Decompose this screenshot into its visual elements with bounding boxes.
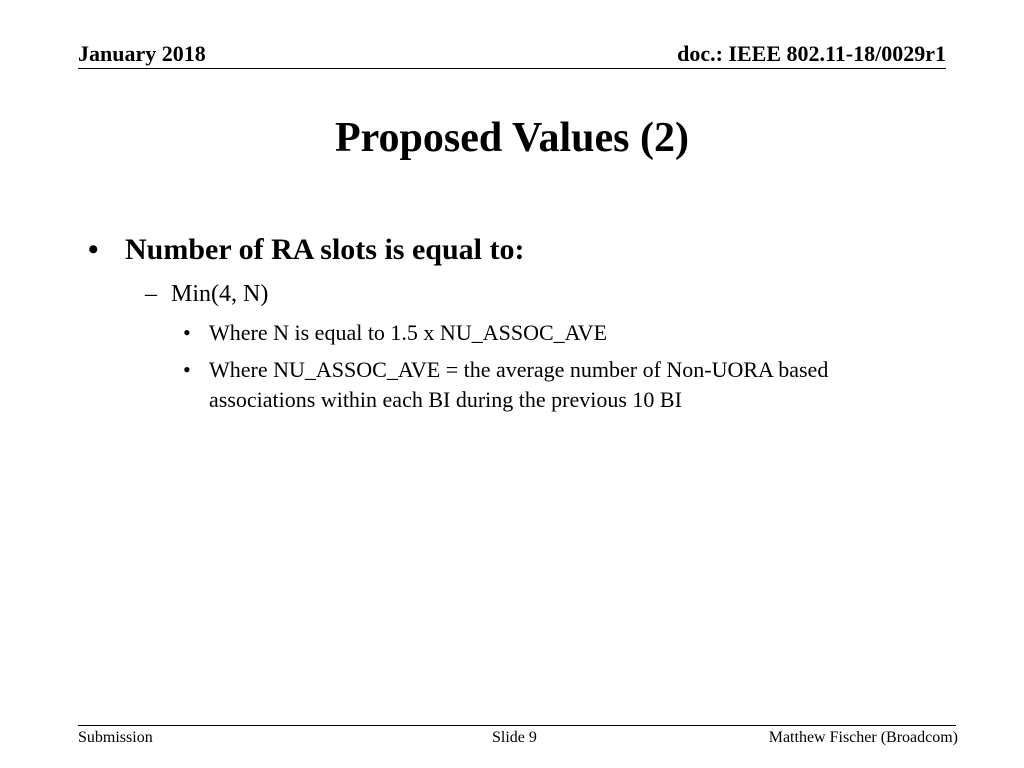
text-line: Where N is equal to 1.5 x NU_ASSOC_AVE xyxy=(209,320,608,345)
header-date: January 2018 xyxy=(78,41,206,66)
bullet-level1-text: Number of RA slots is equal to: xyxy=(125,233,525,266)
bullet-dot: • xyxy=(183,320,191,345)
bullet-dot: • xyxy=(88,233,99,266)
bullet-dot: • xyxy=(183,357,191,382)
bullet-level3-text xyxy=(209,355,828,415)
footer-slide-number: Slide 9 xyxy=(492,729,537,746)
footer-submission: Submission xyxy=(78,729,153,746)
header-doc-id: doc.: IEEE 802.11-18/0029r1 xyxy=(677,41,946,66)
footer-divider xyxy=(78,725,956,726)
slide-title: Proposed Values (2) xyxy=(335,115,689,161)
text-line: associations within each BI during the previous 10 BI xyxy=(209,387,682,412)
bullet-level2-text: Min(4, N) xyxy=(171,281,269,307)
bullet-dash: – xyxy=(145,281,157,307)
header-divider xyxy=(78,68,946,69)
footer-author: Matthew Fischer (Broadcom) xyxy=(768,729,958,746)
bullet-level3-text xyxy=(209,318,607,348)
text-line: Where NU_ASSOC_AVE = the average number of Non-UORA based xyxy=(209,357,829,382)
